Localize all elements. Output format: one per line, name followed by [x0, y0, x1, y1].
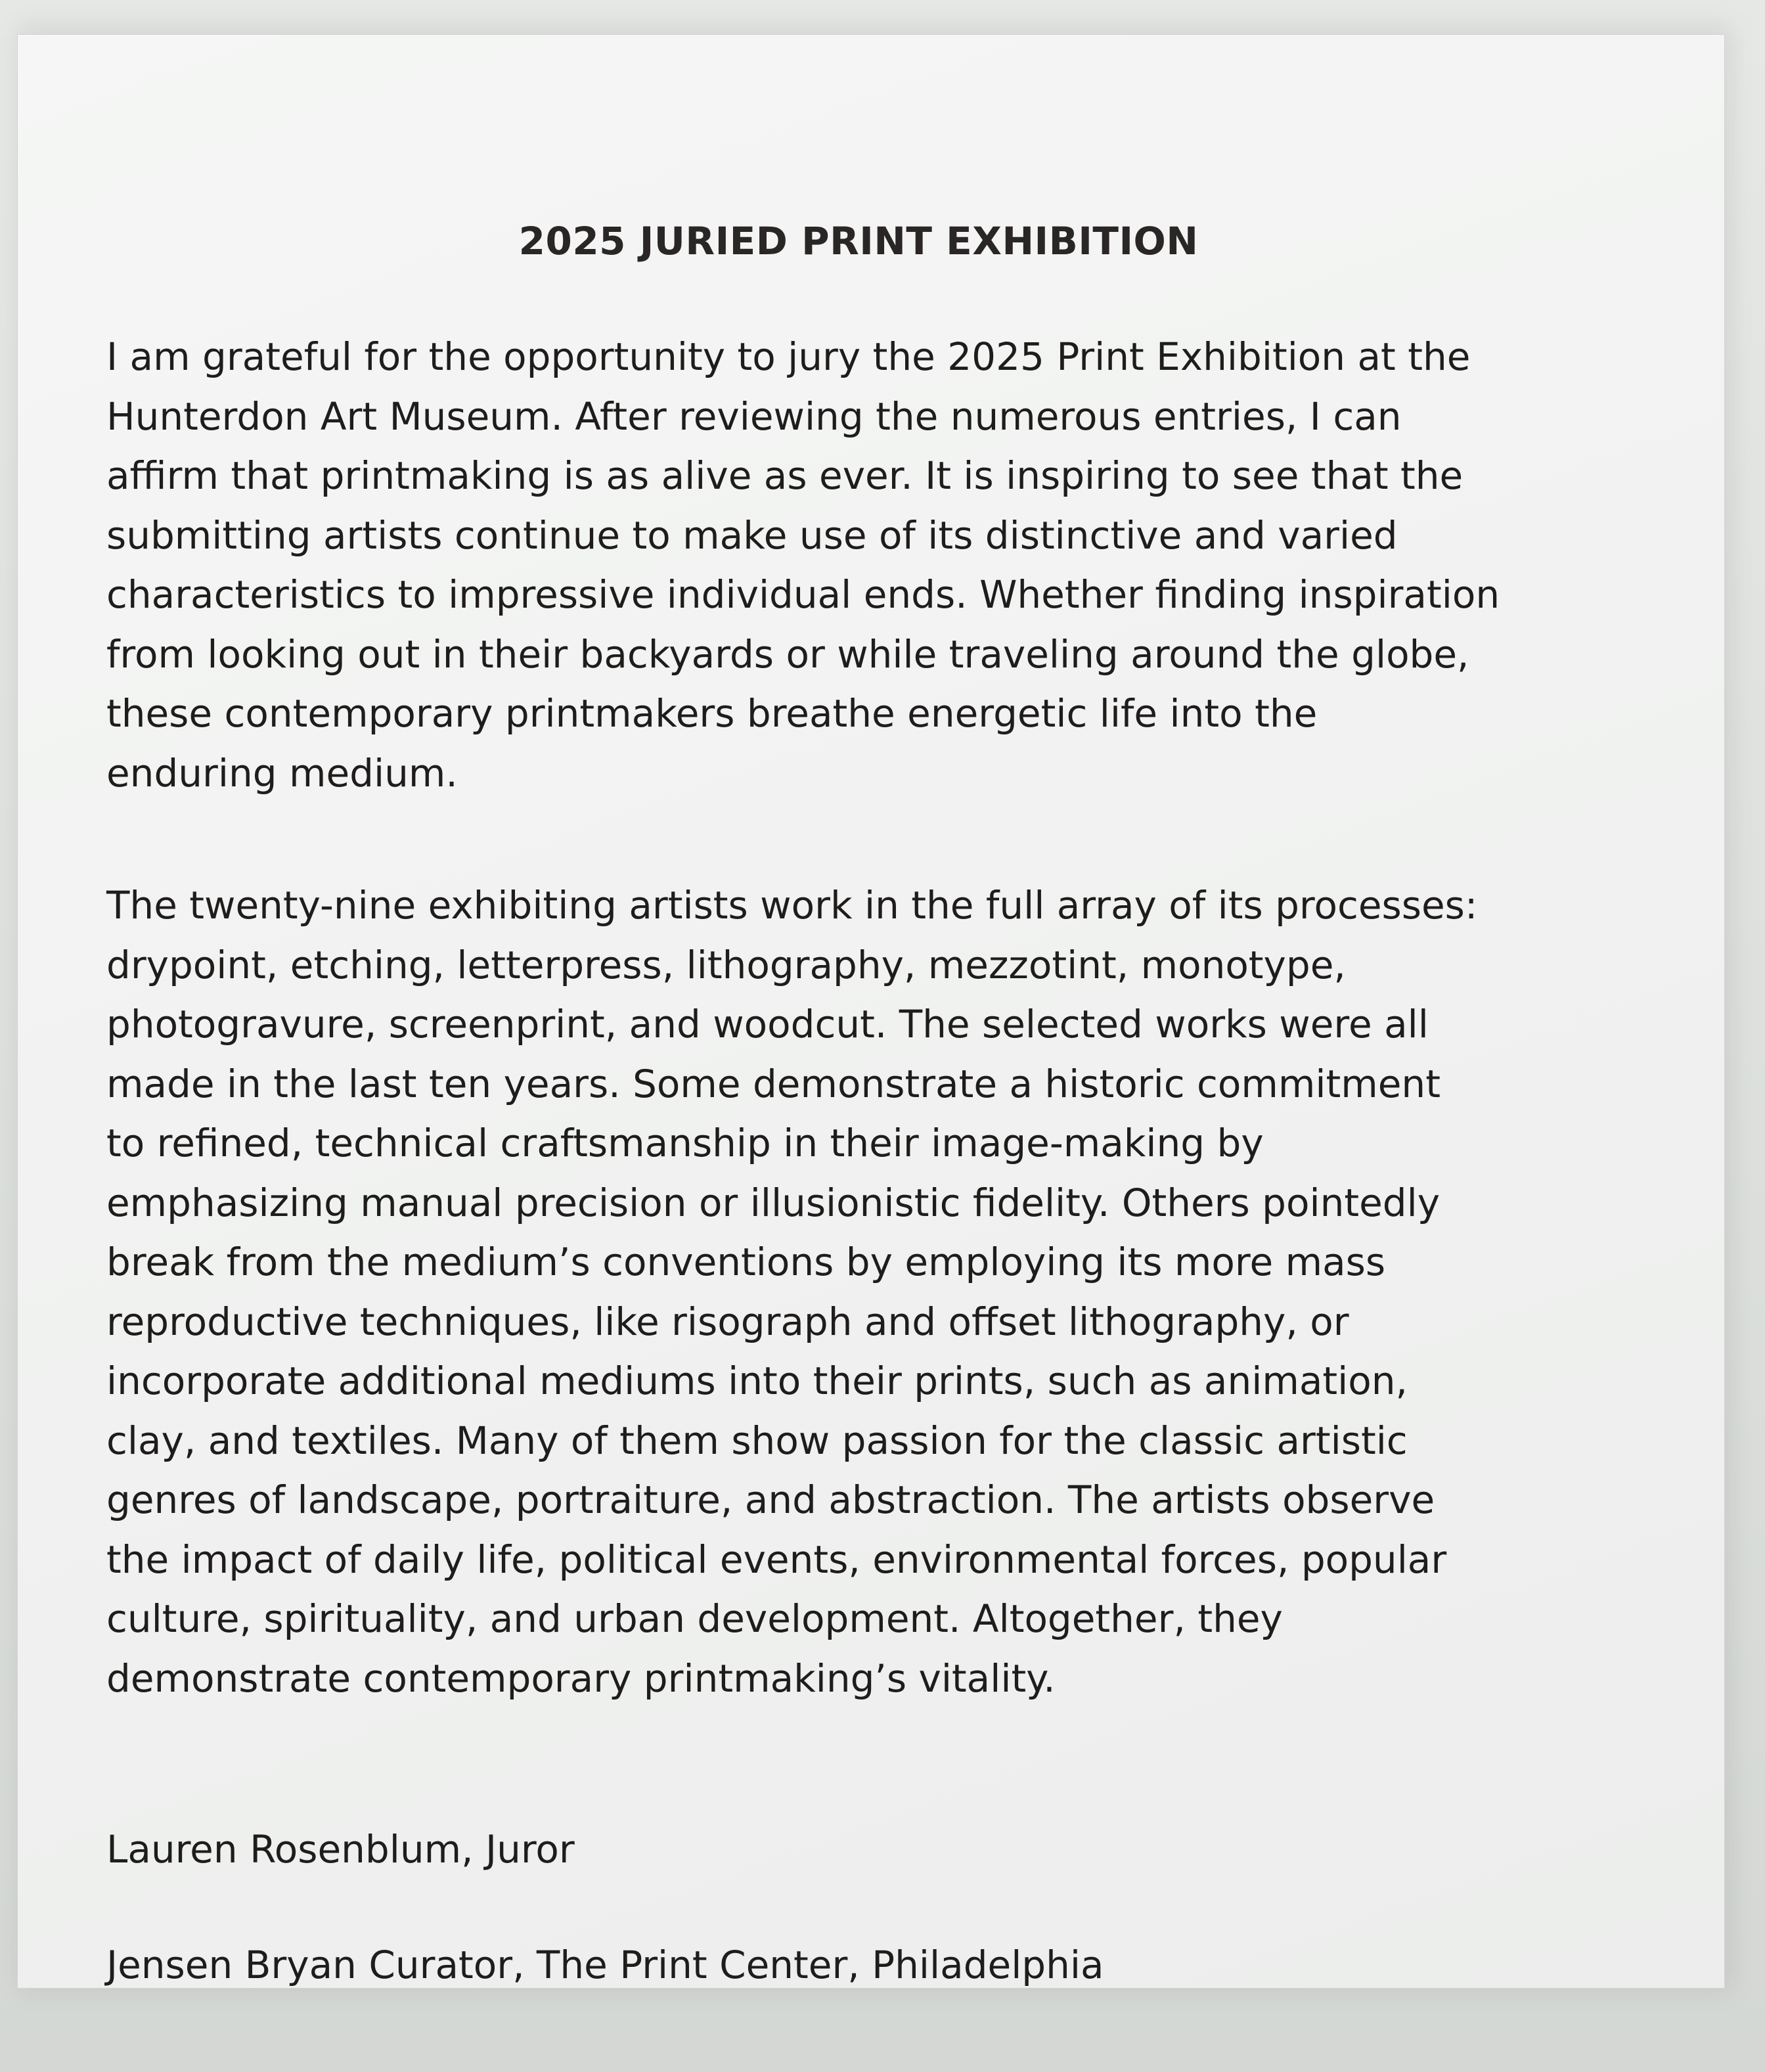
statement-paragraph-1: I am grateful for the opportunity to jury the 2025 Print Exhibition at the Hunterdon Art Museum. After reviewing the numerous entries, I can affirm that printmaking is as alive as ever. It is inspiring to see that the submitting artists continue to make use of its distinctive and varied characteristics to impressive individual ends. Whether finding inspiration from looking out in their backyards or while traveling around the globe, these contemporary printmakers breathe energetic life into the enduring medium. [106, 334, 1500, 796]
juror-affiliation: Jensen Bryan Curator, The Print Center, Philadelphia [106, 1943, 1104, 1987]
placard-title: 2025 JURIED PRINT EXHIBITION [518, 219, 1199, 263]
juror-signature [106, 1763, 1657, 2052]
statement-paragraph-2: The twenty-nine exhibiting artists work in the full array of its processes: drypoint, etching, letterpress, lithography, mezzotint, monotype, photogravure, screenprint, and woodcut. The selected works were all made in the last ten years. Some demonstrate a historic commitment to refined, technical craftsmanship in their image-making by emphasizing manual precision or illusionistic fidelity. Others pointedly break from the medium’s conventions by employing its more mass reproductive techniques, like risograph and offset lithography, or incorporate additional mediums into their prints, such as animation, clay, and textiles. Many of them show passion for the classic artistic genres of landscape, portraiture, and abstraction. The artists observe the impact of daily life, political events, environmental forces, popular culture, spirituality, and urban development. Altogether, they demonstrate contemporary printmaking’s vitality. [106, 883, 1478, 1701]
wall-placard [17, 34, 1725, 1989]
juror-name: Lauren Rosenblum, Juror [106, 1827, 575, 1872]
